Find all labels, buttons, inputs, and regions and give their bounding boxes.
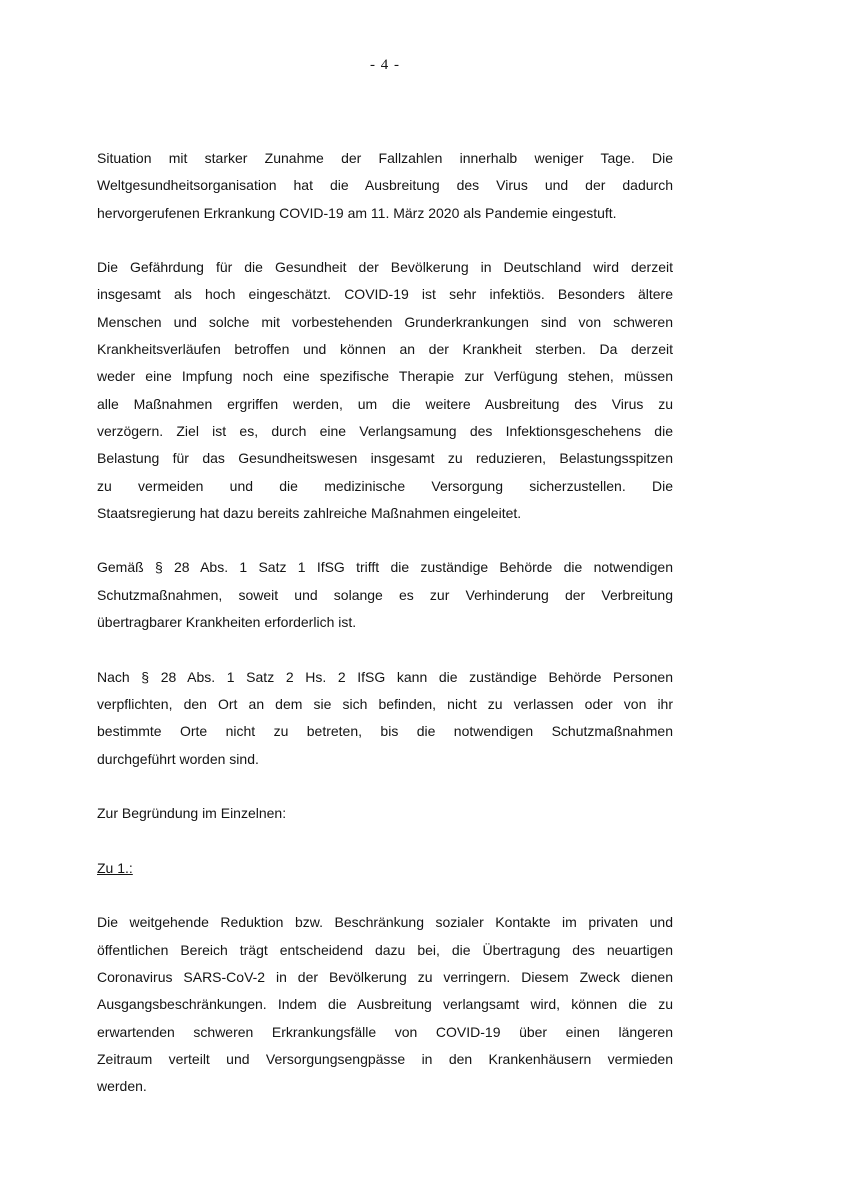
paragraph xyxy=(97,909,673,1100)
text-line: hervorgerufenen Erkrankung COVID-19 am 11. März 2020 als Pandemie eingestuft. xyxy=(97,204,617,221)
text-line: Ausgangsbeschränkungen. Indem die Ausbreitung verlangsamt wird, können die zu xyxy=(97,996,673,1013)
text-line: insgesamt als hoch eingeschätzt. COVID-19 ist sehr infektiös. Besonders ältere xyxy=(97,286,673,303)
text-line: Belastung für das Gesundheitswesen insgesamt zu reduzieren, Belastungsspitzen xyxy=(97,450,673,467)
heading-text: Zur Begründung im Einzelnen: xyxy=(97,805,287,822)
subheading xyxy=(97,855,673,882)
text-line: Nach § 28 Abs. 1 Satz 2 Hs. 2 IfSG kann die zuständige Behörde Personen xyxy=(97,668,673,685)
text-line: bestimmte Orte nicht zu betreten, bis die notwendigen Schutzmaßnahmen xyxy=(97,723,673,740)
text-line: Situation mit starker Zunahme der Fallzahlen innerhalb weniger Tage. Die xyxy=(97,150,673,166)
text-line: Krankheitsverläufen betroffen und können an der Krankheit sterben. Da derzeit xyxy=(97,341,673,358)
text-line: Menschen und solche mit vorbestehenden Grunderkrankungen sind von schweren xyxy=(97,313,673,330)
text-line: werden. xyxy=(97,1078,147,1095)
paragraph xyxy=(97,664,673,773)
text-line: erwartenden schweren Erkrankungsfälle von COVID-19 über einen längeren xyxy=(97,1023,673,1040)
text-line: Die Gefährdung für die Gesundheit der Bevölkerung in Deutschland wird derzeit xyxy=(97,259,673,276)
text-line: weder eine Impfung noch eine spezifische Therapie zur Verfügung stehen, müssen xyxy=(97,368,673,385)
heading xyxy=(97,800,673,827)
text-line: alle Maßnahmen ergriffen werden, um die weitere Ausbreitung des Virus zu xyxy=(97,395,673,412)
document-body xyxy=(97,145,673,1100)
text-line: verzögern. Ziel ist es, durch eine Verlangsamung des Infektionsgeschehens die xyxy=(97,422,673,439)
text-line: Staatsregierung hat dazu bereits zahlreiche Maßnahmen eingeleitet. xyxy=(97,504,522,521)
page-number: - 4 - xyxy=(370,57,400,73)
paragraph xyxy=(97,554,673,636)
text-line: zu vermeiden und die medizinische Versorgung sicherzustellen. Die xyxy=(97,477,673,494)
text-line: übertragbarer Krankheiten erforderlich ist. xyxy=(97,614,357,631)
text-line: Zeitraum verteilt und Versorgungsengpässe in den Krankenhäusern vermieden xyxy=(97,1050,673,1067)
text-line: Gemäß § 28 Abs. 1 Satz 1 IfSG trifft die zuständige Behörde die notwendigen xyxy=(97,559,673,576)
text-line: durchgeführt worden sind. xyxy=(97,750,259,767)
text-line: Die weitgehende Reduktion bzw. Beschränkung sozialer Kontakte im privaten und xyxy=(97,914,673,931)
text-line: Coronavirus SARS-CoV-2 in der Bevölkerung zu verringern. Diesem Zweck dienen xyxy=(97,968,673,985)
document-content xyxy=(97,0,673,1100)
text-line: öffentlichen Bereich trägt entscheidend dazu bei, die Übertragung des neuartigen xyxy=(97,941,673,958)
subheading-text: Zu 1.: xyxy=(97,859,133,876)
text-line: Weltgesundheitsorganisation hat die Ausbreitung des Virus und der dadurch xyxy=(97,177,673,194)
paragraph xyxy=(97,254,673,527)
paragraph xyxy=(97,145,673,227)
text-line: Schutzmaßnahmen, soweit und solange es zur Verhinderung der Verbreitung xyxy=(97,586,673,603)
text-line: verpflichten, den Ort an dem sie sich befinden, nicht zu verlassen oder von ihr xyxy=(97,695,673,712)
